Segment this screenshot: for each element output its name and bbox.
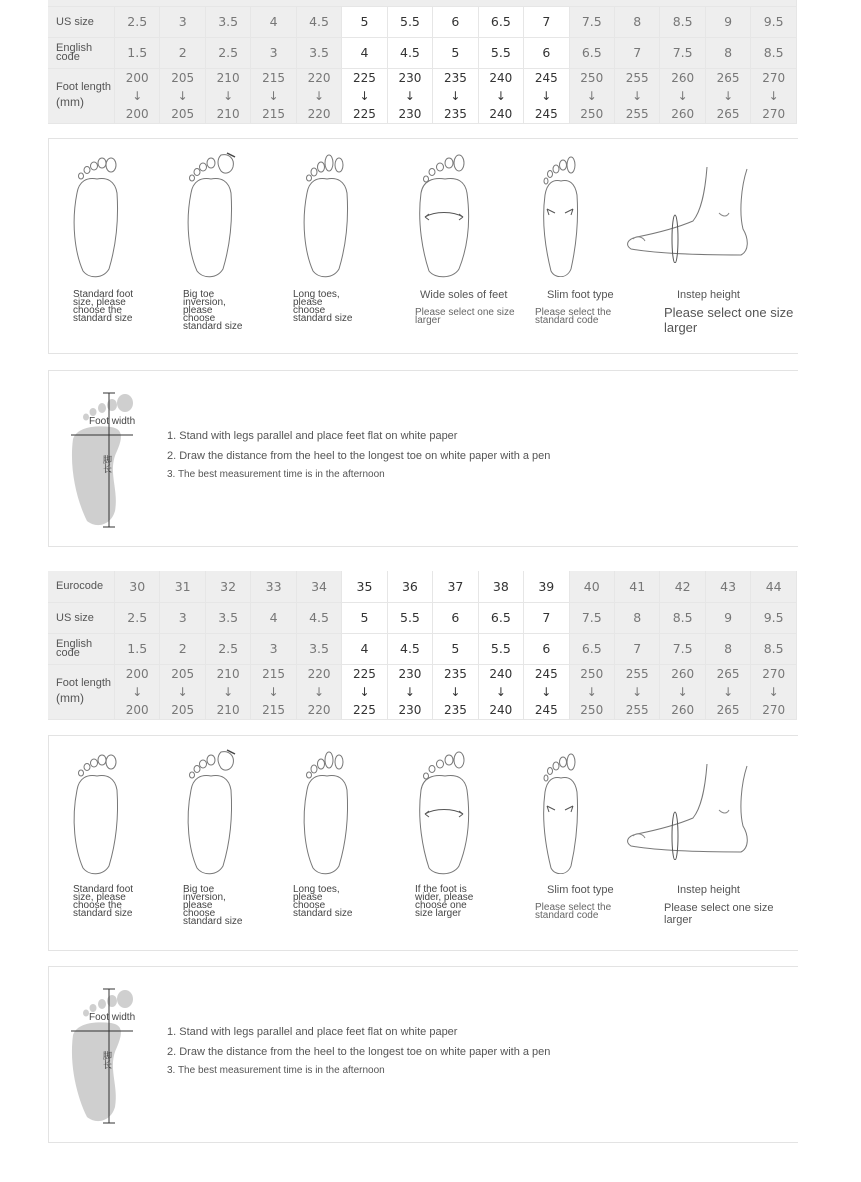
length-from: 225: [353, 666, 376, 681]
foot-length-cell: [251, 68, 296, 123]
foot-types-panel-2: [48, 735, 798, 951]
length-arrow: ↓: [450, 88, 461, 103]
length-to: 255: [625, 106, 649, 121]
english-cell: 1.5: [115, 633, 160, 664]
length-from: 235: [443, 70, 467, 85]
us-cell: 3: [160, 6, 205, 37]
us-cell: 8: [614, 6, 659, 37]
size-table-1: [48, 0, 797, 124]
english-cell: 2: [160, 37, 205, 68]
length-arrow: ↓: [359, 684, 370, 699]
us-cell: 6.5: [478, 6, 523, 37]
foot-length-cell: [751, 68, 797, 123]
foot-length-label-text: Foot length: [56, 80, 112, 93]
us-size-row: [48, 6, 797, 37]
foot-length-cell: [614, 664, 659, 719]
english-cell: 1.5: [115, 37, 160, 68]
instep-height-icon: [623, 163, 753, 263]
slim-foot-note: Please select the standard code: [535, 307, 612, 326]
us-cell: 5.5: [387, 602, 432, 633]
instep-height-icon: [623, 760, 753, 860]
english-code-row: [48, 633, 797, 664]
length-from: 250: [580, 70, 604, 85]
length-from: 245: [534, 70, 558, 85]
measure-step-1: 1. Stand with legs parallel and place feet flat on white paper: [167, 1026, 458, 1038]
length-to: 220: [307, 702, 331, 717]
us-cell: 3.5: [205, 602, 250, 633]
foot-length-cell: [524, 664, 569, 719]
eurocode-cell: 38: [478, 571, 523, 602]
foot-length-cell: [660, 664, 705, 719]
eurocode-cell: 42: [660, 571, 705, 602]
length-arrow: ↓: [541, 684, 552, 699]
us-cell: 7.5: [569, 6, 614, 37]
us-cell: 8.5: [660, 602, 705, 633]
length-arrow: ↓: [723, 684, 734, 699]
eurocode-label: Eurocode: [48, 571, 115, 602]
length-to: 215: [262, 106, 286, 121]
us-cell: 5.5: [387, 6, 432, 37]
english-cell: 7: [614, 633, 659, 664]
foot-length-cell: [296, 68, 341, 123]
length-to: 215: [262, 702, 286, 717]
foot-length-cell: [205, 68, 250, 123]
measurement-panel-2: [48, 966, 798, 1143]
foot-width-label: Foot width: [89, 416, 136, 427]
instep-height-title: Instep height: [677, 289, 740, 301]
foot-length-cell: [478, 68, 523, 123]
length-from: 260: [671, 70, 695, 85]
length-from: 210: [216, 666, 240, 681]
slim-foot-icon: [537, 153, 583, 277]
long-toes-foot-icon: [297, 151, 357, 279]
length-to: 265: [716, 106, 740, 121]
us-cell: 7: [524, 602, 569, 633]
length-to: 220: [307, 106, 331, 121]
length-to: 270: [762, 106, 786, 121]
measurement-panel-1: [48, 370, 798, 547]
length-to: 200: [125, 702, 149, 717]
length-from: 250: [580, 666, 604, 681]
length-arrow: ↓: [132, 684, 143, 699]
length-from: 210: [216, 70, 240, 85]
length-from: 215: [262, 70, 286, 85]
us-cell: 9.5: [751, 602, 797, 633]
length-arrow: ↓: [677, 684, 688, 699]
slim-foot-note: Please select the standard code: [535, 902, 612, 921]
length-to: 210: [216, 106, 240, 121]
wide-sole-title: Wide soles of feet: [420, 289, 508, 301]
standard-foot-icon: [67, 153, 127, 279]
foot-length-cell: [705, 664, 750, 719]
english-cell: 8: [705, 37, 750, 68]
english-cell: 2: [160, 633, 205, 664]
foot-length-cell: [342, 664, 387, 719]
length-arrow: ↓: [495, 684, 506, 699]
english-cell: 3.5: [296, 37, 341, 68]
us-cell: 4: [251, 6, 296, 37]
big-toe-inversion-foot-icon: [181, 151, 243, 279]
us-cell: 7.5: [569, 602, 614, 633]
length-arrow: ↓: [768, 88, 779, 103]
us-cell: 3.5: [205, 6, 250, 37]
slim-foot-icon: [537, 750, 583, 874]
length-from: 255: [625, 70, 649, 85]
foot-length-cell: [387, 664, 432, 719]
english-cell: 7.5: [660, 37, 705, 68]
foot-length-cn-label: 脚长: [102, 1051, 112, 1069]
length-arrow: ↓: [768, 684, 779, 699]
length-arrow: ↓: [632, 88, 643, 103]
eurocode-cell: 41: [614, 571, 659, 602]
length-to: 255: [625, 702, 649, 717]
foot-length-row: [48, 664, 797, 719]
eurocode-cell: 33: [251, 571, 296, 602]
foot-length-label-text: Foot length: [56, 676, 112, 689]
eurocode-cell: 40: [569, 571, 614, 602]
us-cell: 9: [705, 6, 750, 37]
english-cell: 5: [433, 633, 478, 664]
length-arrow: ↓: [314, 684, 325, 699]
length-to: 225: [353, 106, 376, 121]
foot-length-label: [48, 664, 115, 719]
eurocode-cell: 34: [296, 571, 341, 602]
foot-length-cell: [614, 68, 659, 123]
length-to: 245: [534, 702, 558, 717]
us-cell: 5: [342, 6, 387, 37]
foot-length-cell: [569, 68, 614, 123]
eurocode-cell: 30: [115, 571, 160, 602]
instep-height-note: Please select one size larger: [664, 305, 794, 335]
english-cell: 5.5: [478, 37, 523, 68]
slim-foot-title: Slim foot type: [547, 884, 614, 896]
length-arrow: ↓: [177, 684, 188, 699]
length-to: 265: [716, 702, 740, 717]
foot-length-cell: [433, 664, 478, 719]
length-to: 235: [443, 106, 467, 121]
length-to: 230: [398, 702, 422, 717]
length-arrow: ↓: [404, 684, 415, 699]
long-toes-caption: Long toes, please choose standard size: [293, 289, 353, 324]
eurocode-cell: 43: [705, 571, 750, 602]
english-cell: 6: [524, 37, 569, 68]
english-cell: 4.5: [387, 633, 432, 664]
length-from: 215: [262, 666, 286, 681]
eurocode-cell: 31: [160, 571, 205, 602]
us-cell: 2.5: [115, 602, 160, 633]
foot-types-panel-1: [48, 138, 798, 354]
foot-length-cell: [524, 68, 569, 123]
us-cell: 5: [342, 602, 387, 633]
length-arrow: ↓: [723, 88, 734, 103]
english-code-row: [48, 37, 797, 68]
english-cell: 5.5: [478, 633, 523, 664]
foot-length-cell: [296, 664, 341, 719]
foot-length-unit: (mm): [56, 94, 84, 109]
us-cell: 9.5: [751, 6, 797, 37]
length-arrow: ↓: [586, 88, 597, 103]
length-arrow: ↓: [177, 88, 188, 103]
length-arrow: ↓: [495, 88, 506, 103]
length-to: 240: [489, 702, 513, 717]
english-cell: 3.5: [296, 633, 341, 664]
english-cell: 3: [251, 633, 296, 664]
english-cell: 8: [705, 633, 750, 664]
length-to: 270: [762, 702, 786, 717]
english-cell: 6: [524, 633, 569, 664]
us-size-label: US size: [48, 6, 115, 37]
foot-length-cell: [660, 68, 705, 123]
wide-sole-caption: If the foot is wider, please choose one size larger: [415, 884, 474, 919]
us-size-label: US size: [48, 602, 115, 633]
length-arrow: ↓: [632, 684, 643, 699]
foot-length-cell: [705, 68, 750, 123]
size-table-2: [48, 571, 797, 720]
length-from: 240: [489, 666, 513, 681]
instep-height-note: Please select one size larger: [664, 902, 774, 926]
us-cell: 2.5: [115, 6, 160, 37]
length-arrow: ↓: [586, 684, 597, 699]
english-cell: 7.5: [660, 633, 705, 664]
wide-sole-note: Please select one size larger: [415, 307, 515, 326]
eurocode-cell: 35: [342, 571, 387, 602]
length-from: 245: [534, 666, 558, 681]
english-cell: 4: [342, 37, 387, 68]
length-to: 240: [489, 106, 513, 121]
us-size-row: [48, 602, 797, 633]
length-arrow: ↓: [450, 684, 461, 699]
length-from: 265: [716, 666, 740, 681]
long-toes-caption: Long toes, please choose standard size: [293, 884, 353, 919]
length-arrow: ↓: [223, 684, 234, 699]
length-from: 205: [171, 666, 195, 681]
foot-length-cell: [433, 68, 478, 123]
english-cell: 2.5: [205, 37, 250, 68]
length-from: 240: [489, 70, 513, 85]
big-toe-caption: Big toe inversion, please choose standard size: [183, 289, 243, 332]
instep-height-title: Instep height: [677, 884, 740, 896]
length-to: 225: [353, 702, 376, 717]
english-cell: 3: [251, 37, 296, 68]
us-cell: 4: [251, 602, 296, 633]
foot-width-label: Foot width: [89, 1012, 136, 1023]
wide-sole-foot-icon: [415, 748, 473, 876]
measure-step-2: 2. Draw the distance from the heel to the longest toe on white paper with a pen: [167, 1046, 551, 1058]
english-cell: 8.5: [751, 633, 797, 664]
slim-foot-title: Slim foot type: [547, 289, 614, 301]
us-cell: 7: [524, 6, 569, 37]
standard-foot-caption: Standard foot size, please choose the standard size: [73, 289, 134, 324]
english-code-label: English code: [48, 37, 115, 68]
length-to: 260: [671, 702, 695, 717]
measure-step-3: 3. The best measurement time is in the afternoon: [167, 469, 385, 480]
length-to: 230: [398, 106, 422, 121]
eurocode-cell: 32: [205, 571, 250, 602]
foot-length-cell: [478, 664, 523, 719]
us-cell: 9: [705, 602, 750, 633]
us-cell: 8.5: [660, 6, 705, 37]
foot-length-cell: [160, 68, 205, 123]
length-from: 255: [625, 666, 649, 681]
standard-foot-icon: [67, 750, 127, 876]
length-arrow: ↓: [268, 88, 279, 103]
english-cell: 4.5: [387, 37, 432, 68]
length-from: 220: [307, 70, 331, 85]
foot-length-cell: [115, 68, 160, 123]
big-toe-caption: Big toe inversion, please choose standard size: [183, 884, 243, 927]
eurocode-cell: 37: [433, 571, 478, 602]
length-to: 245: [534, 106, 558, 121]
length-from: 220: [307, 666, 331, 681]
standard-foot-caption: Standard foot size, please choose the standard size: [73, 884, 134, 919]
length-arrow: ↓: [132, 88, 143, 103]
english-cell: 4: [342, 633, 387, 664]
foot-length-label: [48, 68, 115, 123]
length-from: 230: [398, 70, 422, 85]
us-cell: 6.5: [478, 602, 523, 633]
us-cell: 6: [433, 602, 478, 633]
length-to: 250: [580, 702, 604, 717]
us-cell: 4.5: [296, 602, 341, 633]
us-cell: 6: [433, 6, 478, 37]
foot-length-cell: [160, 664, 205, 719]
length-arrow: ↓: [541, 88, 552, 103]
eurocode-cell: 39: [524, 571, 569, 602]
length-to: 250: [580, 106, 604, 121]
length-from: 270: [762, 666, 786, 681]
big-toe-inversion-foot-icon: [181, 748, 243, 876]
eurocode-row: [48, 571, 797, 602]
english-cell: 7: [614, 37, 659, 68]
wide-sole-foot-icon: [415, 151, 473, 279]
length-to: 200: [125, 106, 149, 121]
length-from: 225: [353, 70, 376, 85]
length-from: 230: [398, 666, 422, 681]
length-arrow: ↓: [359, 88, 370, 103]
english-cell: 2.5: [205, 633, 250, 664]
foot-length-cell: [115, 664, 160, 719]
foot-length-row: [48, 68, 797, 123]
foot-length-cell: [569, 664, 614, 719]
english-code-label: English code: [48, 633, 115, 664]
length-to: 210: [216, 702, 240, 717]
eurocode-cell: 44: [751, 571, 797, 602]
foot-length-cell: [251, 664, 296, 719]
length-arrow: ↓: [314, 88, 325, 103]
foot-length-cell: [205, 664, 250, 719]
length-to: 260: [671, 106, 695, 121]
length-to: 235: [443, 702, 467, 717]
length-to: 205: [171, 106, 195, 121]
us-cell: 3: [160, 602, 205, 633]
english-cell: 8.5: [751, 37, 797, 68]
length-to: 205: [171, 702, 195, 717]
length-from: 200: [125, 70, 149, 85]
length-from: 200: [125, 666, 149, 681]
length-arrow: ↓: [223, 88, 234, 103]
length-arrow: ↓: [404, 88, 415, 103]
foot-length-cell: [751, 664, 797, 719]
foot-length-cell: [387, 68, 432, 123]
long-toes-foot-icon: [297, 748, 357, 876]
length-from: 260: [671, 666, 695, 681]
english-cell: 6.5: [569, 37, 614, 68]
length-from: 205: [171, 70, 195, 85]
length-from: 265: [716, 70, 740, 85]
foot-length-cell: [342, 68, 387, 123]
us-cell: 8: [614, 602, 659, 633]
length-from: 235: [443, 666, 467, 681]
foot-length-cn-label: 脚长: [102, 455, 112, 473]
foot-length-unit: (mm): [56, 690, 84, 705]
us-cell: 4.5: [296, 6, 341, 37]
length-arrow: ↓: [268, 684, 279, 699]
measure-step-2: 2. Draw the distance from the heel to the longest toe on white paper with a pen: [167, 450, 551, 462]
measure-step-3: 3. The best measurement time is in the afternoon: [167, 1065, 385, 1076]
measure-step-1: 1. Stand with legs parallel and place feet flat on white paper: [167, 430, 458, 442]
english-cell: 6.5: [569, 633, 614, 664]
english-cell: 5: [433, 37, 478, 68]
length-from: 270: [762, 70, 786, 85]
length-arrow: ↓: [677, 88, 688, 103]
eurocode-cell: 36: [387, 571, 432, 602]
